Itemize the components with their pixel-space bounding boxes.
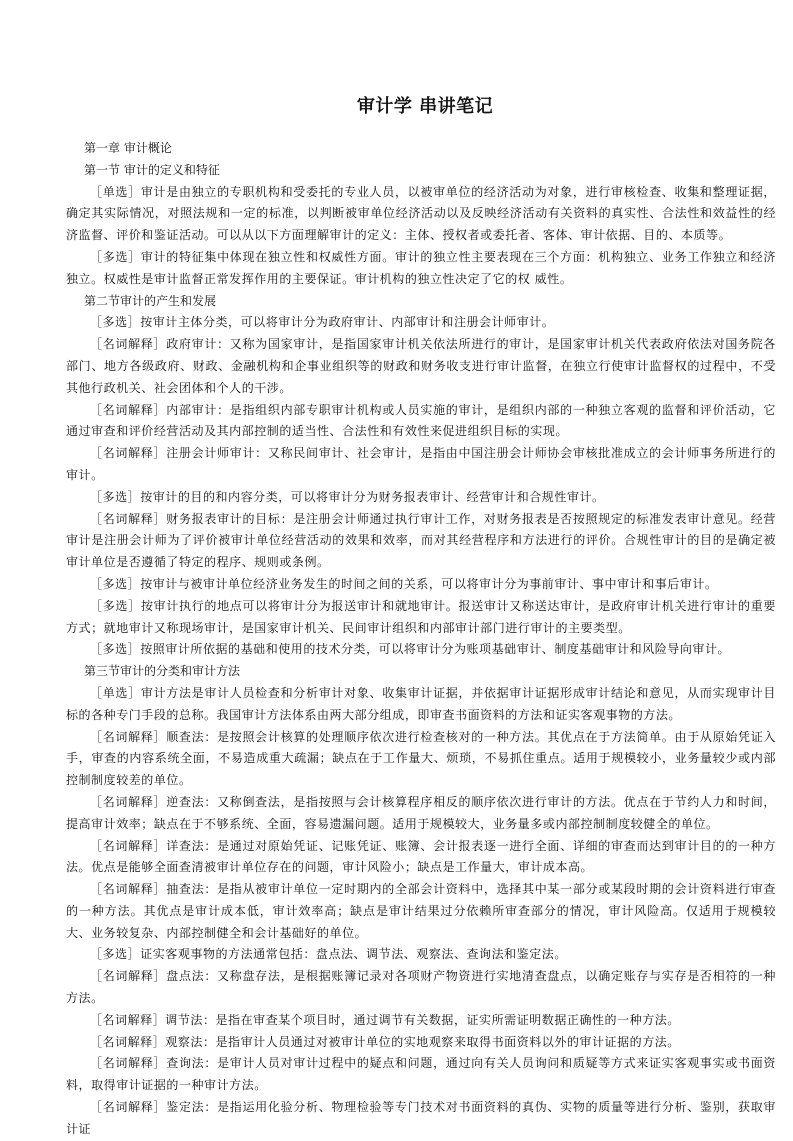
paragraph: ［名词解释］盘点法：又称盘存法，是根据账簿记录对各项财产物资进行实地清查盘点，以确定账存与实存是否相符的一种方法。 bbox=[66, 969, 776, 1006]
paragraph: ［多选］按审计与被审计单位经济业务发生的时间之间的关系，可以将审计分为事前审计、事中审计和事后审计。 bbox=[90, 576, 718, 591]
document-body bbox=[66, 138, 776, 1141]
paragraph: ［名词解释］观察法：是指审计人员通过对被审计单位的实地观察来取得书面资料以外的审计证据的方法。 bbox=[90, 1034, 680, 1049]
paragraph: ［多选］证实客观事物的方法通常包括：盘点法、调节法、观察法、查询法和鉴定法。 bbox=[90, 947, 567, 962]
paragraph: ［名词解释］顺查法：是按照会计核算的处理顺序依次进行检查核对的一种方法。其优点在于方法简单。由于从原始凭证入手，审查的内容系统全面，不易造成重大疏漏；缺点在于工作量大、烦琐，不易抓住重点。适用于规模较小，业务量较少或内部控制制度较差的单位。 bbox=[66, 729, 776, 788]
paragraph: ［单选］审计方法是审计人员检查和分析审计对象、收集审计证据，并依据审计证据形成审计结论和意见，从而实现审计目标的各种专门手段的总称。我国审计方法体系由两大部分组成，即审查书面资料的方法和证实客观事物的方法。 bbox=[66, 685, 776, 722]
paragraph: ［名词解释］政府审计：又称为国家审计，是指国家审计机关依法所进行的审计，是国家审计机关代表政府依法对国务院各部门、地方各级政府、财政、金融机构和企事业组织等的财政和财务收支进行审计监督，在独立行使审计监督权的过程中，不受其他行政机关、社会团体和个人的干涉。 bbox=[66, 337, 776, 395]
paragraph: ［多选］审计的特征集中体现在独立性和权威性方面。审计的独立性主要表现在三个方面：机构独立、业务工作独立和经济独立。权威性是审计监督正常发挥作用的主要保证。审计机构的独立性决定了它的权 威性。 bbox=[66, 249, 776, 286]
paragraph: ［多选］按审计执行的地点可以将审计分为报送审计和就地审计。报送审计又称送达审计，是政府审计机关进行审计的重要方式；就地审计又称现场审计，是国家审计机关、民间审计组织和内部审计部门进行审计的主要类型。 bbox=[66, 598, 776, 635]
section-heading: 第一节 审计的定义和特征 bbox=[84, 162, 220, 177]
paragraph: ［名词解释］内部审计：是指组织内部专职审计机构或人员实施的审计，是组织内部的一种独立客观的监督和评价活动，它通过审查和评价经营活动及其内部控制的适当性、合法性和有效性来促进组织目标的实现。 bbox=[66, 402, 776, 439]
paragraph: ［名词解释］查询法：是审计人员对审计过程中的疑点和问题，通过向有关人员询问和质疑等方式来证实客观事实或书面资料，取得审计证据的一种审计方法。 bbox=[66, 1056, 776, 1093]
paragraph: ［名词解释］抽查法：是指从被审计单位一定时期内的全部会计资料中，选择其中某一部分或某段时期的会计资料进行审查的一种方法。其优点是审计成本低，审计效率高；缺点是审计结果过分依赖所审查部分的情况，审计风险高。仅适用于规模较大、业务较复杂、内部控制健全和会计基础好的单位。 bbox=[66, 882, 776, 940]
paragraph: ［多选］按审计主体分类，可以将审计分为政府审计、内部审计和注册会计师审计。 bbox=[90, 315, 555, 330]
paragraph: ［名词解释］财务报表审计的目标：是注册会计师通过执行审计工作，对财务报表是否按照规定的标准发表审计意见。经营审计是注册会计师为了评价被审计单位经营活动的效果和效率，而对其经营程序和方法进行的评价。合规性审计的目的是确定被审计单位是否遵循了特定的程序、规则或条例。 bbox=[66, 511, 776, 570]
paragraph: ［名词解释］逆查法：又称倒查法，是指按照与会计核算程序相反的顺序依次进行审计的方法。优点在于节约人力和时间，提高审计效率；缺点在于不够系统、全面，容易遗漏问题。适用于规模较大，业务量多或内部控制制度较健全的单位。 bbox=[66, 794, 776, 831]
paragraph: ［多选］按照审计所依据的基础和使用的技术分类，可以将审计分为账项基础审计、制度基础审计和风险导向审计。 bbox=[90, 642, 731, 657]
document-title: 审计学 串讲笔记 bbox=[356, 96, 494, 117]
section-heading: 第一章 审计概论 bbox=[84, 141, 172, 155]
paragraph: ［名词解释］详查法：是通过对原始凭证、记账凭证、账簿、会计报表逐一进行全面、详细的审查而达到审计目的的一种方法。优点是能够全面查清被审计单位存在的问题，审计风险小；缺点是工作量大，审计成本高。 bbox=[66, 838, 776, 875]
paragraph: ［单选］审计是由独立的专职机构和受委托的专业人员，以被审单位的经济活动为对象，进行审核检查、收集和整理证据，确定其实际情况，对照法规和一定的标准，以判断被审单位经济活动以及反映经济活动有关资料的真实性、合法性和效益性的经济监督、评价和鉴证活动。可以从以下方面理解审计的定义：主体、授权者或委托者、客体、审计依据、目的、本质等。 bbox=[66, 184, 776, 243]
paragraph: ［名词解释］调节法：是指在审查某个项目时，通过调节有关数据，证实所需证明数据正确性的一种方法。 bbox=[90, 1012, 680, 1027]
section-heading: 第二节审计的产生和发展 bbox=[84, 293, 217, 308]
paragraph: ［多选］按审计的目的和内容分类，可以将审计分为财务报表审计、经营审计和合规性审计。 bbox=[90, 489, 605, 504]
paragraph: ［名词解释］注册会计师审计：又称民间审计、社会审计，是指由中国注册会计师协会审核批准成立的会计师事务所进行的审计。 bbox=[66, 446, 776, 482]
section-heading: 第三节审计的分类和审计方法 bbox=[84, 664, 241, 679]
paragraph: ［名词解释］鉴定法：是指运用化验分析、物理检验等专门技术对书面资料的真伪、实物的质量等进行分析、鉴别，获取审计证 bbox=[66, 1100, 776, 1136]
